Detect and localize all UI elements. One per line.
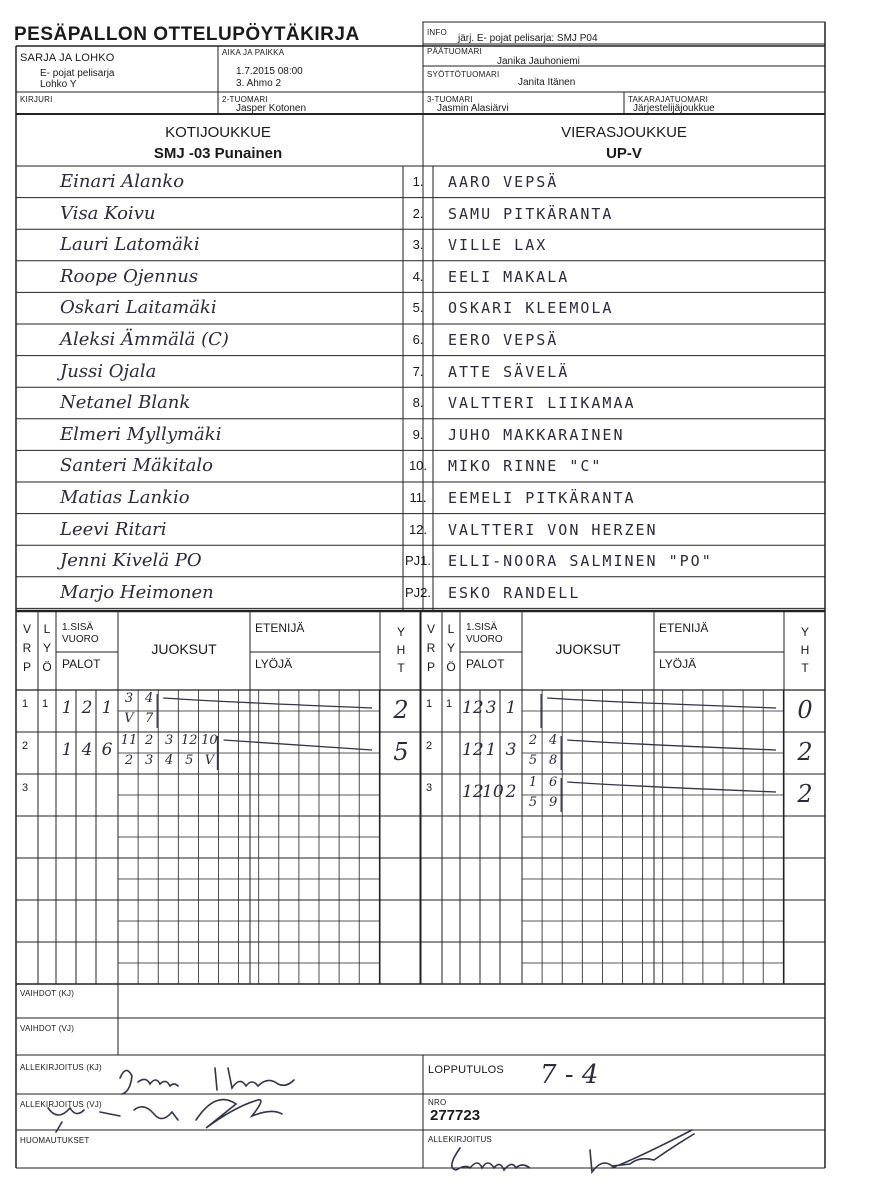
palot-value: 12 [462, 740, 484, 760]
yht-header-letter: Y [396, 625, 405, 639]
run-top-value: 6 [548, 775, 558, 790]
home-player-name: Jussi Ojala [60, 360, 157, 382]
run-bottom-value: 2 [124, 753, 134, 768]
nro-value: 277723 [430, 1107, 481, 1124]
aika-value: 1.7.2015 08:00 [236, 66, 303, 77]
info-label: INFO [427, 28, 447, 37]
run-bottom-value: 4 [165, 753, 174, 768]
home-player-name: Santeri Mäkitalo [60, 455, 214, 477]
allekirjoitus-kj-label: ALLEKIRJOITUS (KJ) [20, 1063, 102, 1072]
lyo-header-letter: Y [42, 641, 51, 655]
run-top-value: 4 [144, 691, 154, 706]
away-player-name: SAMU PITKÄRANTA [448, 204, 614, 223]
away-player-name: AARO VEPSÄ [448, 173, 559, 191]
inning-number: 2 [22, 740, 29, 752]
run-top-value: 11 [120, 733, 138, 748]
inning-number: 2 [426, 740, 433, 752]
info-value: järj. E- pojat pelisarja: SMJ P04 [458, 33, 598, 44]
yht-value: 2 [393, 696, 409, 724]
tuomari2-label: 2-TUOMARI [222, 95, 268, 104]
paatuomari-label: PÄÄTUOMARI [427, 47, 482, 56]
juoksut-header: JUOKSUT [151, 641, 217, 657]
run-top-value: 2 [528, 733, 538, 748]
vaihdot-kj-label: VAIHDOT (KJ) [20, 989, 75, 998]
run-bottom-value: 7 [144, 711, 154, 726]
run-top-value: 12 [181, 733, 198, 748]
home-player-name: Lauri Latomäki [60, 234, 200, 256]
inning-number: 1 [426, 698, 433, 710]
away-player-name: ELLI-NOORA SALMINEN "PO" [448, 552, 713, 571]
run-bottom-value: 5 [528, 795, 538, 810]
kirjuri-label: KIRJURI [20, 95, 53, 104]
palot-value: 6 [101, 740, 113, 760]
run-top-value: 10 [201, 733, 218, 748]
lyo-header-letter: Ö [42, 660, 52, 674]
run-top-value: 2 [144, 733, 154, 748]
home-team-name: SMJ -03 Punainen [153, 145, 283, 162]
player-number: 9. [412, 426, 424, 442]
home-player-name: Roope Ojennus [60, 265, 199, 287]
syottotuomari-label: SYÖTTÖTUOMARI [427, 70, 500, 79]
sisavuoro-header: 1.SISÄ VUORO [466, 622, 503, 645]
home-player-name: Oskari Laitamäki [60, 297, 217, 319]
home-player-name: Matias Lankio [60, 487, 190, 508]
yht-value: 2 [797, 738, 813, 766]
player-number: 5. [412, 300, 424, 316]
run-bottom-value: V [124, 711, 134, 726]
palot-value: 1 [485, 740, 497, 760]
palot-value: 3 [505, 740, 517, 760]
away-player-name: VILLE LAX [448, 236, 548, 255]
yht-header-letter: Y [800, 625, 809, 639]
palot-value: 12 [462, 782, 484, 802]
home-player-name: Elmeri Myllymäki [60, 423, 222, 445]
run-bottom-value: 5 [528, 753, 538, 768]
palot-header: PALOT [466, 657, 505, 671]
vrp-header-letter: P [22, 660, 31, 674]
palot-value: 1 [61, 740, 73, 760]
paikka-value: 3. Ahmo 2 [236, 78, 282, 89]
run-bottom-value: 9 [548, 795, 558, 810]
palot-header: PALOT [62, 657, 101, 671]
juoksut-header: JUOKSUT [555, 641, 621, 657]
away-player-name: EERO VEPSÄ [448, 331, 559, 349]
palot-value: 1 [61, 698, 73, 718]
tuomari3-label: 3-TUOMARI [427, 95, 473, 104]
run-bottom-value: 5 [185, 753, 194, 768]
lyo-value: 1 [446, 698, 453, 710]
paatuomari-value: Janika Jauhoniemi [497, 56, 580, 67]
run-top-value: 4 [548, 733, 558, 748]
player-number: PJ2. [404, 584, 431, 600]
away-player-name: ESKO RANDELL [448, 583, 581, 602]
lyo-header-letter: Y [446, 641, 455, 655]
allekirjoitus-vj-label: ALLEKIRJOITUS (VJ) [20, 1100, 102, 1109]
away-player-name: EEMELI PITKÄRANTA [448, 489, 636, 507]
inning-number: 3 [22, 782, 29, 794]
palot-value: 10 [482, 782, 504, 802]
palot-value: 1 [505, 698, 517, 718]
sarja-value: E- pojat pelisarja [40, 68, 115, 79]
palot-value: 2 [81, 698, 93, 718]
run-top-value: 1 [528, 775, 538, 790]
palot-value: 4 [81, 740, 93, 760]
player-number: 4. [412, 268, 424, 284]
palot-value: 2 [505, 782, 517, 802]
home-player-name: Marjo Heimonen [60, 581, 214, 603]
run-top-value: 3 [165, 733, 174, 748]
away-player-name: OSKARI KLEEMOLA [448, 299, 614, 318]
vrp-header-letter: V [22, 622, 31, 636]
yht-header-letter: H [396, 643, 406, 657]
palot-value: 12 [462, 698, 484, 718]
vrp-header-letter: R [22, 641, 32, 655]
takarajatuomari-label: TAKARAJATUOMARI [628, 95, 709, 104]
home-player-name: Visa Koivu [60, 202, 156, 224]
home-team-label: KOTIJOUKKUE [165, 124, 271, 141]
away-team-label: VIERASJOUKKUE [561, 124, 687, 141]
home-player-name: Leevi Ritari [60, 518, 167, 540]
player-number: 6. [412, 332, 424, 347]
sisavuoro-header: 1.SISÄ VUORO [62, 622, 99, 645]
away-player-name: JUHO MAKKARAINEN [448, 425, 625, 444]
home-player-name: Jenni Kivelä PO [60, 550, 202, 572]
away-player-name: MIKO RINNE "C" [448, 457, 603, 476]
away-player-name: VALTTERI VON HERZEN [448, 520, 658, 539]
palot-value: 1 [101, 698, 113, 718]
lopputulos-value: 7 - 4 [540, 1060, 599, 1090]
tuomari3-value: Jasmin Alasiärvi [437, 103, 509, 114]
player-number: 3. [412, 237, 424, 253]
etenija-header: ETENIJÄ [255, 621, 305, 635]
allekirjoitus-label: ALLEKIRJOITUS [428, 1135, 492, 1144]
lyoja-header: LYÖJÄ [659, 657, 697, 671]
player-number: 8. [412, 395, 424, 411]
vaihdot-vj-label: VAIHDOT (VJ) [20, 1024, 75, 1033]
away-team-name: UP-V [606, 145, 642, 162]
away-player-name: EELI MAKALA [448, 267, 570, 286]
palot-value: 3 [485, 698, 497, 718]
vrp-header-letter: P [426, 660, 435, 674]
syottotuomari-value: Janita Itänen [518, 77, 576, 88]
player-number: 7. [412, 363, 424, 379]
lyo-value: 1 [42, 698, 49, 710]
page-title: PESÄPALLON OTTELUPÖYTÄKIRJA [14, 24, 360, 45]
run-bottom-value: 8 [548, 753, 558, 768]
nro-label: NRO [428, 1098, 447, 1107]
run-bottom-value: V [204, 753, 215, 768]
home-player-name: Aleksi Ämmälä (C) [60, 329, 229, 350]
tuomari2-value: Jasper Kotonen [236, 103, 307, 114]
vrp-header-letter: R [426, 641, 436, 655]
yht-value: 0 [797, 696, 813, 724]
away-player-name: ATTE SÄVELÄ [448, 362, 570, 381]
home-player-name: Einari Alanko [60, 171, 185, 192]
sarja-label: SARJA JA LOHKO [20, 52, 115, 64]
lyo-header-letter: L [43, 622, 51, 636]
player-number: 12. [408, 521, 428, 537]
inning-number: 1 [22, 698, 29, 710]
yht-value: 5 [393, 738, 409, 766]
yht-header-letter: H [800, 643, 810, 657]
player-number: 1. [412, 174, 424, 189]
inning-number: 3 [426, 782, 433, 794]
away-player-name: VALTTERI LIIKAMAA [448, 394, 636, 413]
vrp-header-letter: V [426, 622, 435, 636]
player-number: PJ1. [404, 553, 431, 569]
etenija-header: ETENIJÄ [659, 621, 709, 635]
lyo-header-letter: Ö [446, 660, 456, 674]
lyo-header-letter: L [447, 622, 455, 636]
takarajatuomari-value: Järjestelijäjoukkue [633, 103, 715, 114]
player-number: 10. [408, 458, 428, 474]
huomautukset-label: HUOMAUTUKSET [20, 1136, 90, 1145]
run-bottom-value: 3 [144, 753, 154, 768]
yht-header-letter: T [801, 661, 809, 675]
home-player-name: Netanel Blank [60, 392, 191, 414]
lohko-value: Lohko Y [40, 79, 77, 90]
player-number: 11. [409, 490, 427, 505]
lopputulos-label: LOPPUTULOS [428, 1064, 504, 1076]
yht-header-letter: T [397, 661, 405, 675]
lyoja-header: LYÖJÄ [255, 657, 293, 671]
player-number: 2. [412, 205, 424, 221]
run-top-value: 3 [124, 691, 134, 706]
yht-value: 2 [797, 780, 813, 808]
aika-label: AIKA JA PAIKKA [222, 48, 285, 57]
